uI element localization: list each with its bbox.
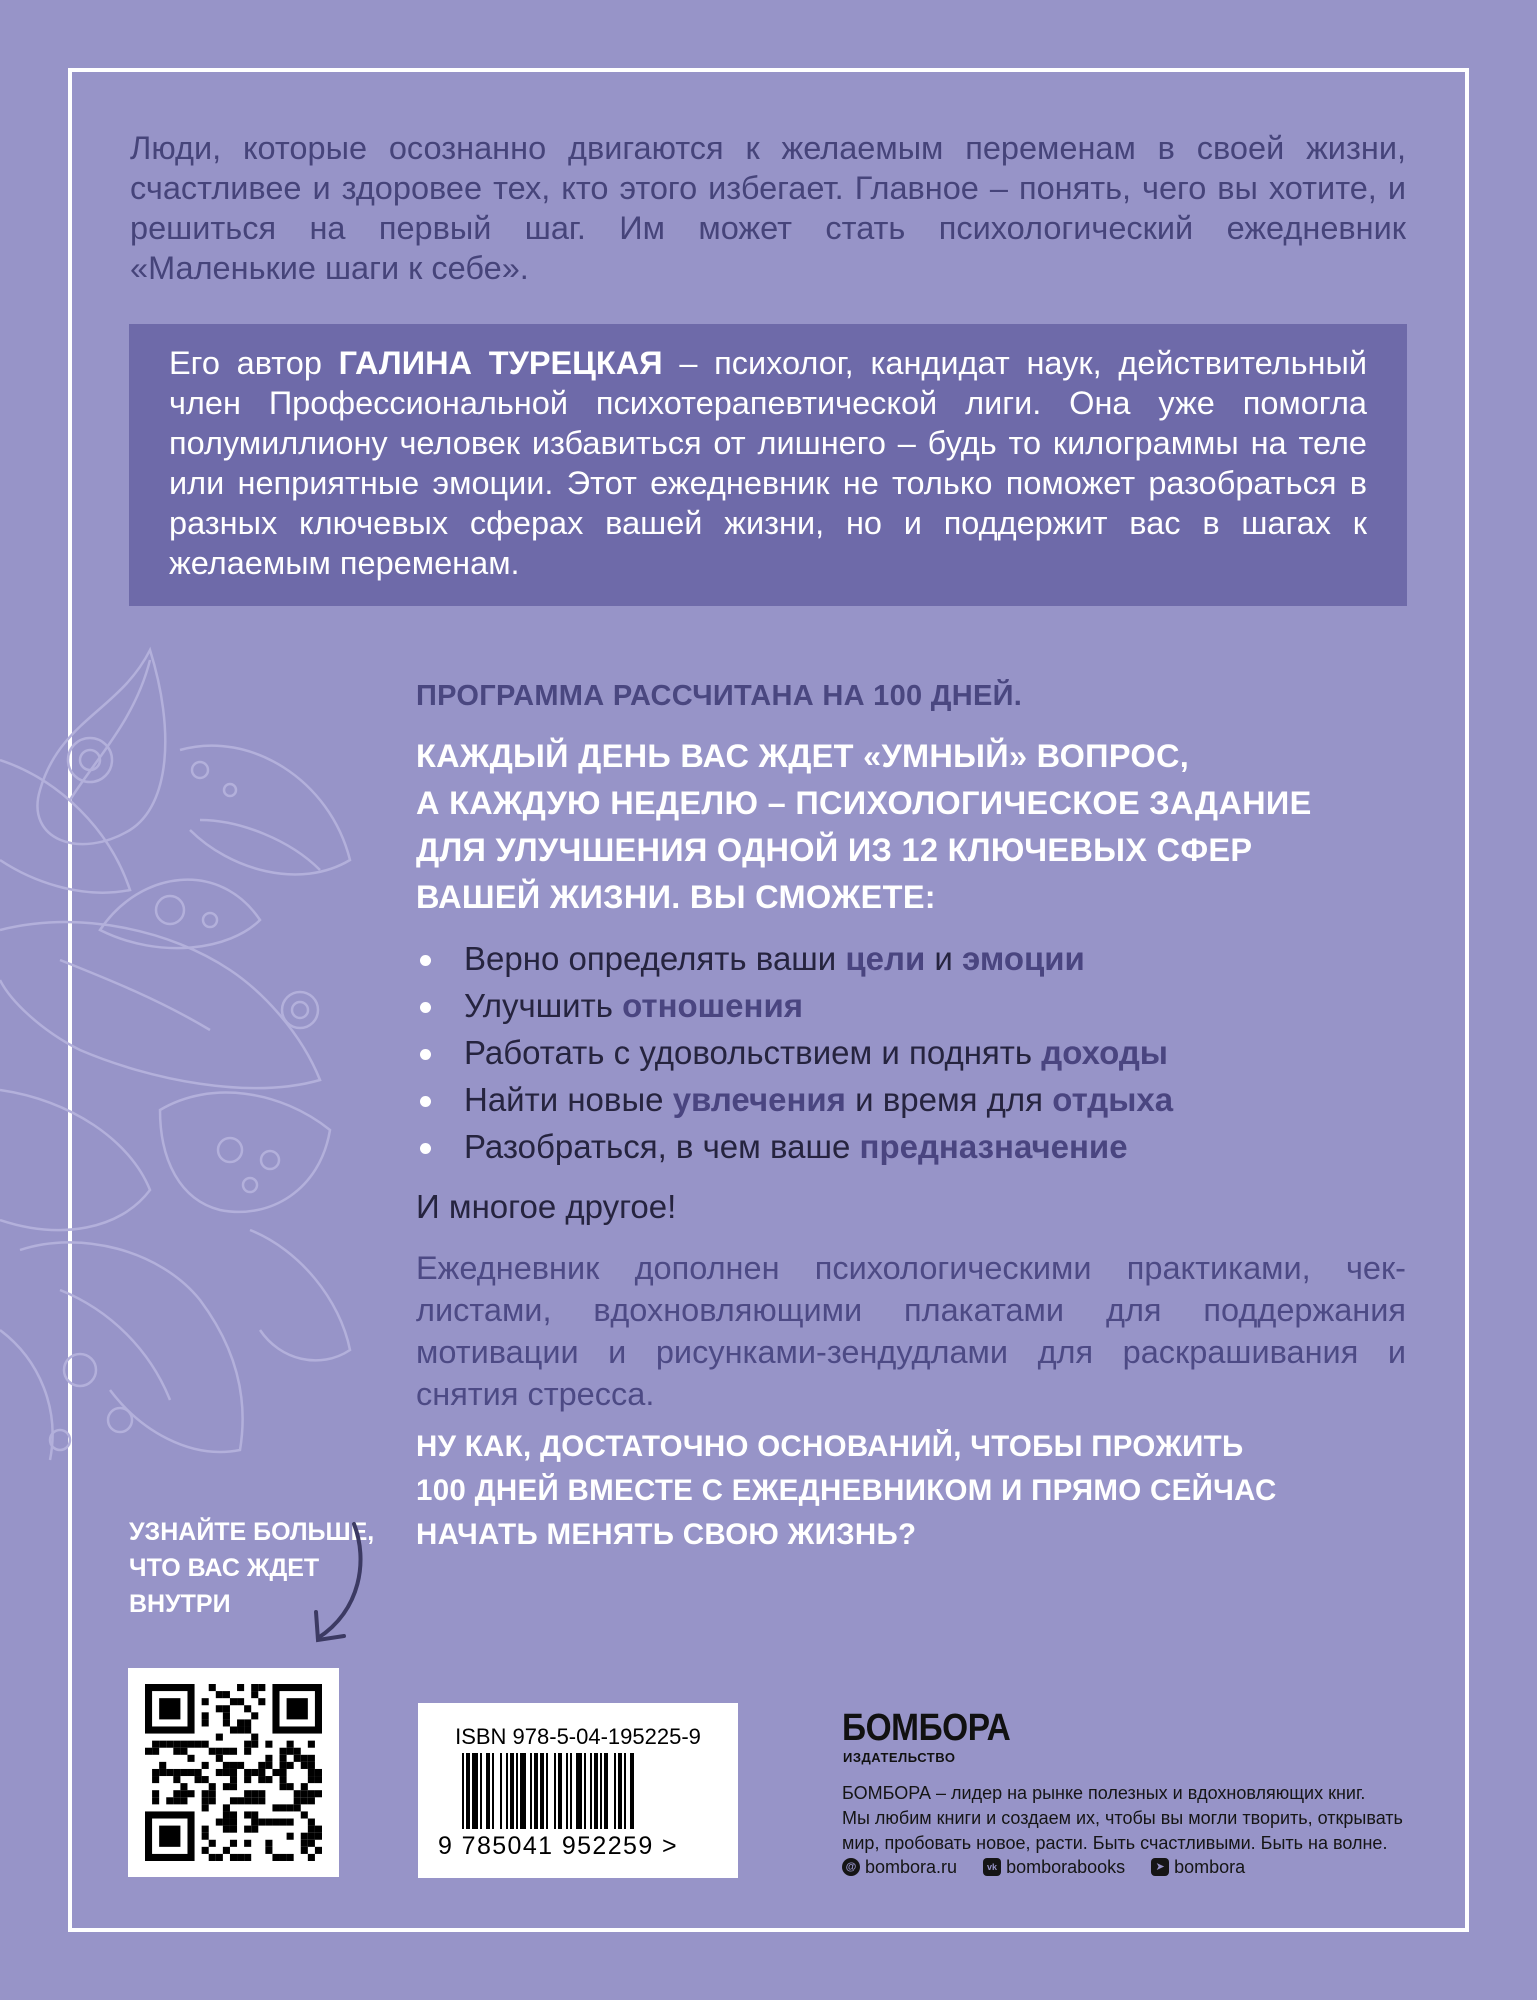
barcode-bars [462,1753,694,1829]
vk-icon: vk [983,1858,1001,1876]
headline-line: ДЛЯ УЛУЧШЕНИЯ ОДНОЙ ИЗ 12 КЛЮЧЕВЫХ СФЕР [416,832,1253,868]
feature-item: Улучшить отношения [416,982,1406,1029]
author-box [129,324,1407,606]
feature-item: Разобраться, в чем ваше предназначение [416,1123,1406,1170]
qr-code[interactable] [128,1668,339,1877]
publisher-description [842,1781,1442,1856]
headline-line: КАЖДЫЙ ДЕНЬ ВАС ЖДЕТ «УМНЫЙ» ВОПРОС, [416,738,1190,774]
feature-item: Работать с удовольствием и поднять доходы [416,1029,1406,1076]
headline-line: А КАЖДУЮ НЕДЕЛЮ – ПСИХОЛОГИЧЕСКОЕ ЗАДАНИЕ [416,785,1312,821]
qr-code-pattern [145,1684,322,1861]
question-line: НУ КАК, ДОСТАТОЧНО ОСНОВАНИЙ, ЧТОБЫ ПРОЖИТЬ [416,1430,1244,1463]
author-bio: – психолог, кандидат наук, действительный член Профессиональной психотерапевтической лиги. Она уже помогла полумиллиону человек избавиться от лишнего – будь то килограммы на теле или неприятные эмоции. Этот ежедневник не только поможет разобраться в разных ключевых сферах вашей жизни, но и поддержит вас в шагах к желаемым переменам. [169,345,1367,581]
social-links [842,1856,1245,1878]
learn-more-line: УЗНАЙТЕ БОЛЬШЕ, [129,1518,375,1546]
feature-item: Верно определять ваши цели и эмоции [416,935,1406,982]
feature-list [416,935,1406,1170]
arrow-down-icon [306,1520,370,1650]
feature-item: Найти новые увлечения и время для отдыха [416,1076,1406,1123]
isbn-label: ISBN 978-5-04-195225-9 [455,1724,701,1749]
closing-question [416,1425,1406,1557]
social-link-telegram[interactable] [1151,1856,1245,1878]
social-link-vk[interactable] [983,1856,1125,1878]
social-label: bomborabooks [1006,1857,1126,1877]
isbn-barcode [418,1703,738,1878]
publisher-logo: БОМБОРА [842,1707,1011,1749]
web-icon: @ [842,1858,860,1876]
social-label: bombora.ru [865,1857,958,1877]
program-headline [416,733,1406,921]
publisher-subtitle: ИЗДАТЕЛЬСТВО [843,1750,956,1765]
learn-more-line: ВНУТРИ [129,1590,231,1618]
author-paragraph [169,343,1367,583]
publisher-line: БОМБОРА – лидер на рынке полезных и вдохновляющих книг. [842,1783,1366,1803]
question-line: 100 ДНЕЙ ВМЕСТЕ С ЕЖЕДНЕВНИКОМ И ПРЯМО СЕЙЧАС [416,1474,1277,1507]
program-title: ПРОГРАММА РАССЧИТАНА НА 100 ДНЕЙ. [416,680,1023,712]
publisher-line: Мы любим книги и создаем их, чтобы вы могли творить, открывать [842,1808,1403,1828]
author-prefix: Его автор [169,345,339,381]
question-line: НАЧАТЬ МЕНЯТЬ СВОЮ ЖИЗНЬ? [416,1518,917,1551]
social-link-web[interactable] [842,1856,957,1878]
telegram-icon: ➤ [1151,1858,1169,1876]
learn-more-line: ЧТО ВАС ЖДЕТ [129,1554,320,1582]
headline-line: ВАШЕЙ ЖИЗНИ. ВЫ СМОЖЕТЕ: [416,879,936,915]
social-label: bombora [1174,1857,1246,1877]
isbn-digits: 9 785041 952259 > [438,1832,678,1860]
publisher-line: мир, пробовать новое, расти. Быть счастливыми. Быть на волне. [842,1833,1388,1853]
description-paragraph: Ежедневник дополнен психологическими практиками, чек-листами, вдохновляющими плакатами для поддержания мотивации и рисунками-зендудлами для раскрашивания и снятия стресса. [416,1250,1406,1412]
author-name: ГАЛИНА ТУРЕЦКАЯ [338,345,663,381]
intro-paragraph: Люди, которые осознанно двигаются к желаемым переменам в своей жизни, счастливее и здоровее тех, кто этого избегает. Главное – понять, чего вы хотите, и решиться на первый шаг. Им может стать психологический ежедневник «Маленькие шаги к себе». [130,130,1406,286]
mandala-illustration [0,630,370,1510]
more-text: И многое другое! [416,1188,677,1225]
